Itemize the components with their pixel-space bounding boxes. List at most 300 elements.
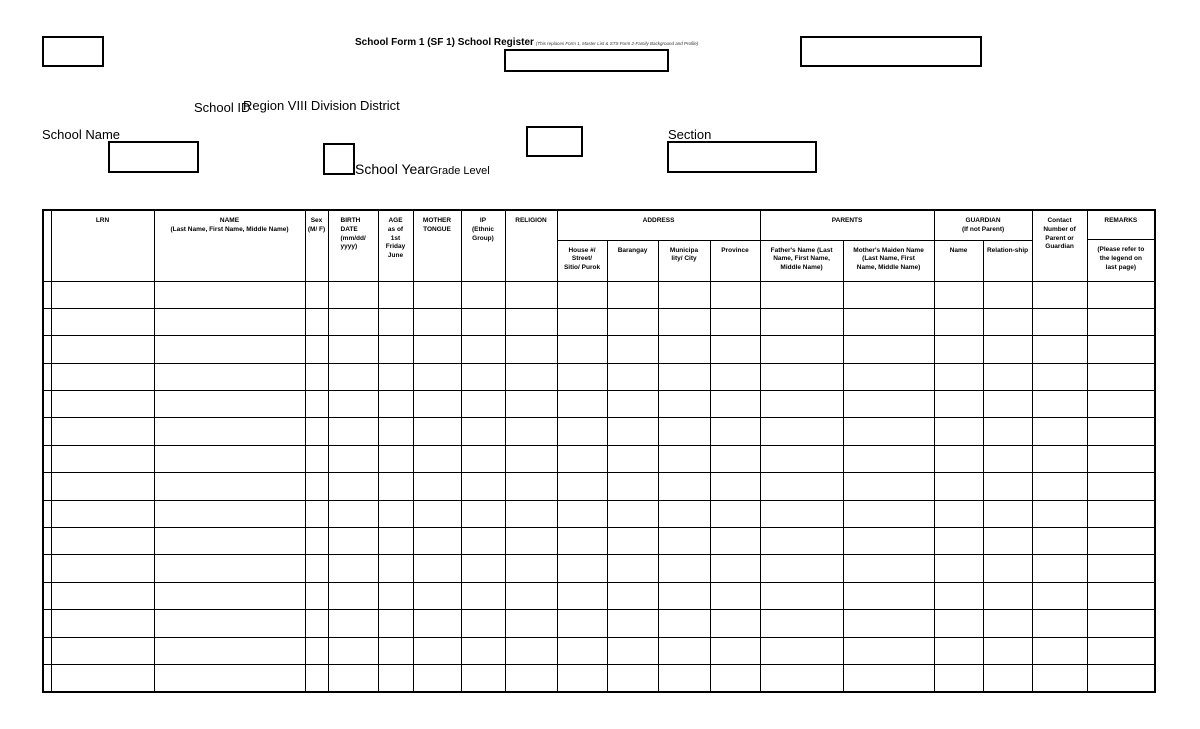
table-cell[interactable]: [505, 555, 557, 582]
table-cell[interactable]: [51, 281, 154, 308]
table-cell[interactable]: [983, 528, 1032, 555]
table-cell[interactable]: [154, 308, 305, 335]
table-cell[interactable]: [710, 528, 760, 555]
table-cell[interactable]: [658, 308, 710, 335]
table-cell[interactable]: [557, 336, 607, 363]
table-cell[interactable]: [557, 528, 607, 555]
table-cell[interactable]: [378, 281, 413, 308]
table-cell[interactable]: [305, 473, 328, 500]
table-cell[interactable]: [557, 500, 607, 527]
table-cell[interactable]: [378, 308, 413, 335]
table-cell[interactable]: [658, 582, 710, 609]
table-cell[interactable]: [760, 281, 843, 308]
table-cell[interactable]: [710, 445, 760, 472]
contact-header: [1032, 210, 1087, 281]
table-cell[interactable]: [154, 336, 305, 363]
table-cell[interactable]: [305, 637, 328, 664]
table-cell[interactable]: [505, 308, 557, 335]
table-cell[interactable]: [305, 281, 328, 308]
table-cell[interactable]: [413, 473, 461, 500]
table-cell[interactable]: [710, 473, 760, 500]
table-cell[interactable]: [710, 281, 760, 308]
table-cell[interactable]: [934, 363, 983, 390]
table-cell[interactable]: [1087, 336, 1155, 363]
table-cell[interactable]: [154, 445, 305, 472]
table-cell[interactable]: [154, 363, 305, 390]
table-cell[interactable]: [461, 500, 505, 527]
table-cell[interactable]: [505, 418, 557, 445]
table-cell[interactable]: [1032, 336, 1087, 363]
table-cell[interactable]: [1032, 281, 1087, 308]
table-cell[interactable]: [413, 664, 461, 691]
table-cell[interactable]: [328, 336, 378, 363]
table-cell[interactable]: [461, 473, 505, 500]
table-cell[interactable]: [305, 308, 328, 335]
parents-header-text: PARENTS: [831, 217, 863, 224]
table-cell[interactable]: [378, 555, 413, 582]
table-cell[interactable]: [505, 363, 557, 390]
table-cell[interactable]: [983, 664, 1032, 691]
table-cell[interactable]: [154, 473, 305, 500]
table-cell[interactable]: [934, 308, 983, 335]
table-cell[interactable]: [658, 445, 710, 472]
table-cell[interactable]: [305, 445, 328, 472]
table-cell[interactable]: [710, 418, 760, 445]
table-cell[interactable]: [305, 336, 328, 363]
table-cell[interactable]: [328, 637, 378, 664]
table-cell[interactable]: [461, 391, 505, 418]
table-cell[interactable]: [557, 473, 607, 500]
table-cell[interactable]: [154, 391, 305, 418]
table-cell[interactable]: [505, 391, 557, 418]
table-cell[interactable]: [51, 391, 154, 418]
table-cell[interactable]: [710, 336, 760, 363]
table-cell[interactable]: [843, 445, 934, 472]
table-cell[interactable]: [1087, 308, 1155, 335]
table-cell[interactable]: [934, 664, 983, 691]
table-cell[interactable]: [760, 555, 843, 582]
table-cell[interactable]: [843, 555, 934, 582]
table-cell[interactable]: [934, 473, 983, 500]
table-cell[interactable]: [51, 336, 154, 363]
table-cell[interactable]: [760, 473, 843, 500]
table-cell[interactable]: [305, 418, 328, 445]
table-cell[interactable]: [983, 418, 1032, 445]
table-cell[interactable]: [607, 582, 658, 609]
table-cell[interactable]: [1032, 500, 1087, 527]
table-cell[interactable]: [557, 308, 607, 335]
table-cell[interactable]: [607, 555, 658, 582]
table-cell[interactable]: [154, 582, 305, 609]
table-cell[interactable]: [710, 610, 760, 637]
table-cell[interactable]: [843, 336, 934, 363]
guardian-name-subheader-text: Name: [949, 246, 968, 254]
table-cell[interactable]: [557, 610, 607, 637]
table-cell[interactable]: [843, 664, 934, 691]
table-cell[interactable]: [378, 473, 413, 500]
table-cell[interactable]: [557, 281, 607, 308]
table-cell[interactable]: [760, 418, 843, 445]
table-cell[interactable]: [413, 308, 461, 335]
table-cell[interactable]: [328, 391, 378, 418]
table-cell[interactable]: [328, 418, 378, 445]
table-cell[interactable]: [557, 555, 607, 582]
table-cell[interactable]: [505, 473, 557, 500]
table-cell[interactable]: [760, 445, 843, 472]
table-row: [43, 391, 1155, 418]
table-cell[interactable]: [413, 610, 461, 637]
form-title-text: School Form 1 (SF 1) School Register: [355, 37, 534, 48]
table-cell[interactable]: [51, 582, 154, 609]
section-label: [668, 127, 711, 142]
table-cell[interactable]: [1087, 363, 1155, 390]
table-cell[interactable]: [154, 528, 305, 555]
table-cell[interactable]: [1032, 308, 1087, 335]
division-field[interactable]: [526, 126, 583, 157]
table-cell[interactable]: [607, 473, 658, 500]
table-cell[interactable]: [983, 308, 1032, 335]
table-cell[interactable]: [607, 664, 658, 691]
table-cell[interactable]: [557, 445, 607, 472]
table-cell[interactable]: [1087, 473, 1155, 500]
table-cell[interactable]: [843, 308, 934, 335]
table-cell[interactable]: [328, 308, 378, 335]
table-cell[interactable]: [607, 308, 658, 335]
table-cell[interactable]: [710, 391, 760, 418]
table-cell[interactable]: [607, 281, 658, 308]
table-cell[interactable]: [413, 445, 461, 472]
table-cell[interactable]: [760, 528, 843, 555]
table-cell[interactable]: [658, 637, 710, 664]
table-cell[interactable]: [843, 528, 934, 555]
table-cell[interactable]: [1087, 445, 1155, 472]
table-cell[interactable]: [51, 610, 154, 637]
table-cell[interactable]: [305, 500, 328, 527]
table-cell[interactable]: [505, 500, 557, 527]
table-cell[interactable]: [328, 445, 378, 472]
table-cell[interactable]: [413, 418, 461, 445]
table-cell[interactable]: [557, 664, 607, 691]
relationship-subheader: [983, 240, 1032, 281]
table-cell[interactable]: [378, 637, 413, 664]
table-row: [43, 555, 1155, 582]
table-cell[interactable]: [413, 582, 461, 609]
table-cell[interactable]: [328, 555, 378, 582]
table-cell[interactable]: [505, 336, 557, 363]
table-cell[interactable]: [51, 308, 154, 335]
table-cell[interactable]: [378, 582, 413, 609]
row-index-cell: [43, 473, 51, 500]
table-cell[interactable]: [1087, 637, 1155, 664]
table-cell[interactable]: [1032, 363, 1087, 390]
table-cell[interactable]: [305, 610, 328, 637]
table-cell[interactable]: [1087, 555, 1155, 582]
form-logo-box: [42, 36, 104, 67]
table-cell[interactable]: [607, 528, 658, 555]
table-cell[interactable]: [154, 610, 305, 637]
table-cell[interactable]: [328, 664, 378, 691]
table-cell[interactable]: [607, 610, 658, 637]
table-cell[interactable]: [934, 391, 983, 418]
table-cell[interactable]: [983, 336, 1032, 363]
table-cell[interactable]: [760, 664, 843, 691]
table-cell[interactable]: [305, 391, 328, 418]
table-cell[interactable]: [710, 555, 760, 582]
table-cell[interactable]: [413, 281, 461, 308]
table-cell[interactable]: [934, 500, 983, 527]
table-cell[interactable]: [607, 418, 658, 445]
school-year-field[interactable]: [323, 143, 355, 175]
table-cell[interactable]: [1087, 281, 1155, 308]
table-cell[interactable]: [983, 473, 1032, 500]
table-cell[interactable]: [557, 582, 607, 609]
table-cell[interactable]: [760, 500, 843, 527]
table-cell[interactable]: [983, 445, 1032, 472]
table-cell[interactable]: [983, 363, 1032, 390]
table-header: [43, 210, 1155, 281]
table-cell[interactable]: [154, 637, 305, 664]
table-cell[interactable]: [305, 555, 328, 582]
table-cell[interactable]: [934, 445, 983, 472]
table-cell[interactable]: [557, 418, 607, 445]
table-cell[interactable]: [378, 664, 413, 691]
table-cell[interactable]: [934, 610, 983, 637]
section-field[interactable]: [667, 141, 817, 173]
table-cell[interactable]: [461, 610, 505, 637]
table-cell[interactable]: [843, 473, 934, 500]
table-cell[interactable]: [1087, 418, 1155, 445]
table-cell[interactable]: [328, 363, 378, 390]
table-cell[interactable]: [557, 391, 607, 418]
table-cell[interactable]: [413, 637, 461, 664]
table-cell[interactable]: [1087, 610, 1155, 637]
table-cell[interactable]: [154, 281, 305, 308]
table-cell[interactable]: [843, 391, 934, 418]
table-cell[interactable]: [983, 610, 1032, 637]
table-cell[interactable]: [934, 418, 983, 445]
table-cell[interactable]: [983, 637, 1032, 664]
table-cell[interactable]: [328, 582, 378, 609]
table-cell[interactable]: [760, 582, 843, 609]
table-cell[interactable]: [51, 445, 154, 472]
table-cell[interactable]: [154, 418, 305, 445]
table-cell[interactable]: [413, 500, 461, 527]
table-cell[interactable]: [328, 473, 378, 500]
table-cell[interactable]: [461, 637, 505, 664]
school-id-field[interactable]: [504, 49, 669, 72]
table-cell[interactable]: [658, 363, 710, 390]
table-cell[interactable]: [710, 500, 760, 527]
table-cell[interactable]: [658, 555, 710, 582]
table-cell[interactable]: [658, 281, 710, 308]
table-cell[interactable]: [378, 500, 413, 527]
table-cell[interactable]: [378, 391, 413, 418]
lrn-header-text: LRN: [95, 217, 110, 224]
table-cell[interactable]: [843, 610, 934, 637]
table-cell[interactable]: [51, 418, 154, 445]
table-cell[interactable]: [760, 637, 843, 664]
table-cell[interactable]: [607, 391, 658, 418]
table-cell[interactable]: [1032, 582, 1087, 609]
table-cell[interactable]: [843, 637, 934, 664]
table-cell[interactable]: [413, 336, 461, 363]
table-cell[interactable]: [607, 445, 658, 472]
table-cell[interactable]: [934, 555, 983, 582]
table-cell[interactable]: [1032, 445, 1087, 472]
table-cell[interactable]: [843, 418, 934, 445]
table-cell[interactable]: [1032, 555, 1087, 582]
school-name-field[interactable]: [108, 141, 199, 173]
mother-tongue-header-text: MOTHER TONGUE: [422, 217, 452, 233]
table-cell[interactable]: [760, 336, 843, 363]
table-cell[interactable]: [51, 637, 154, 664]
table-cell[interactable]: [710, 664, 760, 691]
table-cell[interactable]: [51, 664, 154, 691]
remarks-note-text: (Please refer to the legend on last page): [1097, 246, 1145, 271]
table-cell[interactable]: [328, 528, 378, 555]
table-cell[interactable]: [154, 500, 305, 527]
table-cell[interactable]: [607, 500, 658, 527]
table-cell[interactable]: [51, 528, 154, 555]
table-cell[interactable]: [843, 281, 934, 308]
table-cell[interactable]: [843, 582, 934, 609]
table-cell[interactable]: [658, 418, 710, 445]
table-cell[interactable]: [461, 336, 505, 363]
row-index-cell: [43, 281, 51, 308]
table-cell[interactable]: [760, 363, 843, 390]
table-cell[interactable]: [505, 582, 557, 609]
table-cell[interactable]: [378, 610, 413, 637]
guardian-header-text: GUARDIAN: [965, 217, 1001, 224]
region-field[interactable]: [800, 36, 982, 67]
table-cell[interactable]: [1087, 664, 1155, 691]
table-cell[interactable]: [934, 528, 983, 555]
table-cell[interactable]: [154, 555, 305, 582]
address-header: [557, 210, 760, 240]
table-cell[interactable]: [1032, 473, 1087, 500]
table-cell[interactable]: [760, 610, 843, 637]
table-cell[interactable]: [1032, 418, 1087, 445]
table-cell[interactable]: [378, 528, 413, 555]
table-cell[interactable]: [658, 336, 710, 363]
table-cell[interactable]: [378, 336, 413, 363]
table-cell[interactable]: [51, 555, 154, 582]
sex-header-text: Sex (M/ F): [307, 217, 326, 233]
table-cell[interactable]: [1087, 528, 1155, 555]
table-cell[interactable]: [1032, 528, 1087, 555]
table-cell[interactable]: [461, 281, 505, 308]
table-cell[interactable]: [710, 308, 760, 335]
table-cell[interactable]: [983, 500, 1032, 527]
table-cell[interactable]: [607, 336, 658, 363]
table-cell[interactable]: [607, 363, 658, 390]
table-cell[interactable]: [305, 582, 328, 609]
table-cell[interactable]: [378, 363, 413, 390]
table-cell[interactable]: [760, 391, 843, 418]
table-cell[interactable]: [461, 445, 505, 472]
table-cell[interactable]: [1032, 664, 1087, 691]
table-cell[interactable]: [413, 555, 461, 582]
table-cell[interactable]: [557, 363, 607, 390]
table-cell[interactable]: [505, 528, 557, 555]
table-cell[interactable]: [658, 610, 710, 637]
table-cell[interactable]: [305, 664, 328, 691]
table-cell[interactable]: [1087, 391, 1155, 418]
table-cell[interactable]: [1087, 582, 1155, 609]
table-cell[interactable]: [51, 473, 154, 500]
table-cell[interactable]: [378, 418, 413, 445]
table-cell[interactable]: [461, 582, 505, 609]
table-cell[interactable]: [934, 281, 983, 308]
table-cell[interactable]: [760, 308, 843, 335]
table-cell[interactable]: [843, 363, 934, 390]
table-cell[interactable]: [934, 637, 983, 664]
table-cell[interactable]: [1032, 391, 1087, 418]
table-cell[interactable]: [505, 637, 557, 664]
contact-header-text: Contact Number of Parent or Guardian: [1043, 217, 1076, 251]
table-cell[interactable]: [505, 445, 557, 472]
table-cell[interactable]: [983, 391, 1032, 418]
table-row: [43, 664, 1155, 691]
table-cell[interactable]: [710, 637, 760, 664]
table-cell[interactable]: [1032, 610, 1087, 637]
table-cell[interactable]: [461, 363, 505, 390]
table-cell[interactable]: [378, 445, 413, 472]
table-cell[interactable]: [328, 500, 378, 527]
birth-date-header: [328, 210, 378, 281]
table-cell[interactable]: [658, 664, 710, 691]
table-cell[interactable]: [328, 281, 378, 308]
table-cell[interactable]: [154, 664, 305, 691]
table-cell[interactable]: [658, 500, 710, 527]
table-cell[interactable]: [658, 391, 710, 418]
table-cell[interactable]: [461, 664, 505, 691]
table-cell[interactable]: [983, 281, 1032, 308]
table-cell[interactable]: [461, 528, 505, 555]
table-cell[interactable]: [305, 528, 328, 555]
mother-tongue-header: [413, 210, 461, 281]
table-cell[interactable]: [51, 363, 154, 390]
table-cell[interactable]: [461, 308, 505, 335]
table-cell[interactable]: [413, 528, 461, 555]
index-header: [43, 210, 51, 281]
table-cell[interactable]: [505, 281, 557, 308]
table-cell[interactable]: [934, 336, 983, 363]
table-cell[interactable]: [413, 363, 461, 390]
table-cell[interactable]: [710, 582, 760, 609]
table-cell[interactable]: [461, 418, 505, 445]
table-cell[interactable]: [1087, 500, 1155, 527]
table-cell[interactable]: [305, 363, 328, 390]
table-cell[interactable]: [557, 637, 607, 664]
table-cell[interactable]: [413, 391, 461, 418]
table-cell[interactable]: [843, 500, 934, 527]
table-cell[interactable]: [658, 528, 710, 555]
table-cell[interactable]: [934, 582, 983, 609]
table-row: [43, 528, 1155, 555]
table-cell[interactable]: [505, 664, 557, 691]
table-cell[interactable]: [505, 610, 557, 637]
table-cell[interactable]: [328, 610, 378, 637]
table-cell[interactable]: [710, 363, 760, 390]
table-cell[interactable]: [51, 500, 154, 527]
table-cell[interactable]: [983, 582, 1032, 609]
table-cell[interactable]: [1032, 637, 1087, 664]
table-cell[interactable]: [461, 555, 505, 582]
table-cell[interactable]: [607, 637, 658, 664]
table-cell[interactable]: [658, 473, 710, 500]
table-cell[interactable]: [983, 555, 1032, 582]
